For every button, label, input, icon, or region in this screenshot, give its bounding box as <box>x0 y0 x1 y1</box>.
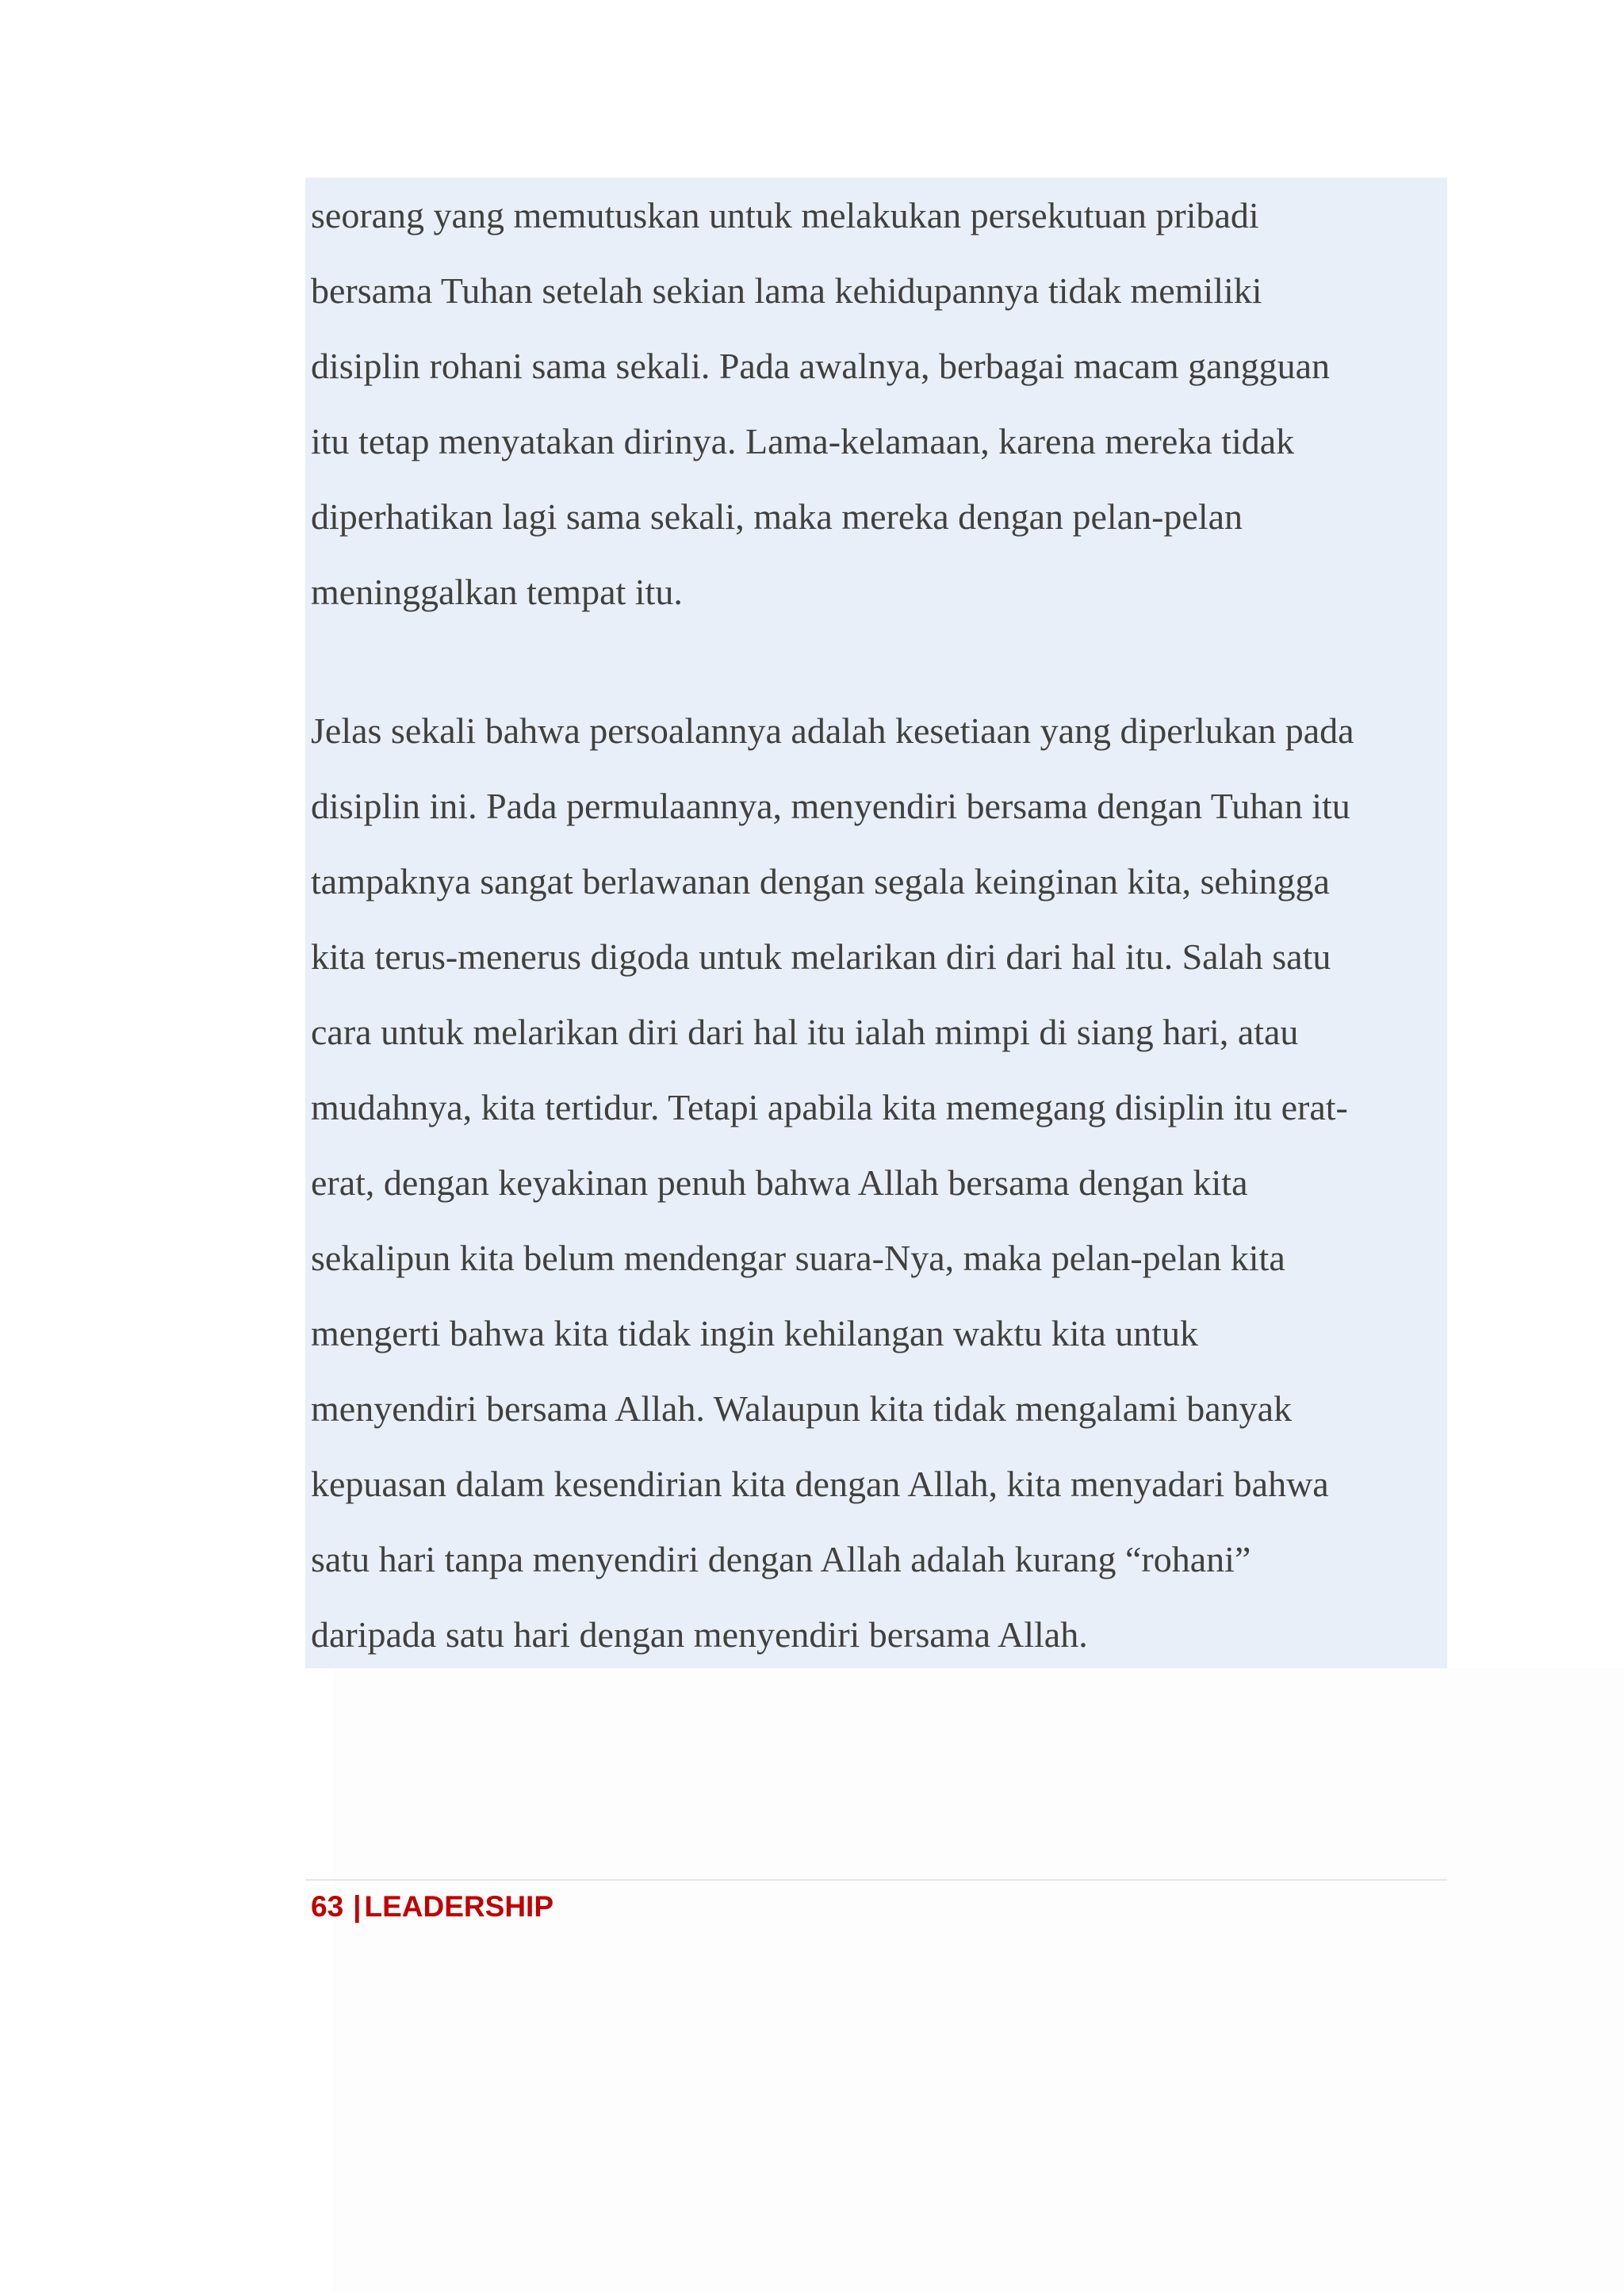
text-line: disiplin rohani sama sekali. Pada awalnya, berbagai macam gangguan <box>311 346 1331 386</box>
text-line: erat, dengan keyakinan penuh bahwa Allah bersama dengan kita <box>311 1162 1248 1203</box>
text-line: cara untuk melarikan diri dari hal itu ialah mimpi di siang hari, atau <box>311 1012 1299 1052</box>
highlighted-text-block <box>305 178 1447 1668</box>
text-line: itu tetap menyatakan dirinya. Lama-kelamaan, karena mereka tidak <box>311 421 1295 461</box>
footer-title: LEADERSHIP <box>364 1890 553 1923</box>
text-line: bersama Tuhan setelah sekian lama kehidupannya tidak memiliki <box>311 270 1262 311</box>
text-line: mudahnya, kita tertidur. Tetapi apabila kita memegang disiplin itu erat- <box>311 1087 1348 1127</box>
text-line: kita terus-menerus digoda untuk melarikan diri dari hal itu. Salah satu <box>311 936 1331 977</box>
page-shade <box>333 1668 1624 2293</box>
text-line: meninggalkan tempat itu. <box>311 572 683 612</box>
footer-separator: | <box>353 1890 362 1923</box>
text-line: mengerti bahwa kita tidak ingin kehilangan waktu kita untuk <box>311 1313 1199 1353</box>
text-line: kepuasan dalam kesendirian kita dengan Allah, kita menyadari bahwa <box>311 1464 1329 1504</box>
text-line: Jelas sekali bahwa persoalannya adalah kesetiaan yang diperlukan pada <box>311 710 1354 751</box>
text-line: diperhatikan lagi sama sekali, maka mereka dengan pelan-pelan <box>311 496 1243 537</box>
paragraph-1 <box>311 178 1447 630</box>
text-line: menyendiri bersama Allah. Walaupun kita tidak mengalami banyak <box>311 1388 1293 1429</box>
footer-divider <box>305 1879 1447 1881</box>
text-line: sekalipun kita belum mendengar suara-Nya, maka pelan-pelan kita <box>311 1238 1285 1278</box>
page-number: 63 <box>311 1890 344 1923</box>
paragraph-2 <box>311 693 1447 1672</box>
text-line: disiplin ini. Pada permulaannya, menyendiri bersama dengan Tuhan itu <box>311 786 1350 826</box>
text-line: seorang yang memutuskan untuk melakukan persekutuan pribadi <box>311 195 1259 235</box>
text-line: tampaknya sangat berlawanan dengan segala keinginan kita, sehingga <box>311 861 1330 902</box>
page-footer <box>311 1887 553 1927</box>
text-line: daripada satu hari dengan menyendiri bersama Allah. <box>311 1614 1088 1655</box>
text-line: satu hari tanpa menyendiri dengan Allah adalah kurang “rohani” <box>311 1539 1251 1579</box>
